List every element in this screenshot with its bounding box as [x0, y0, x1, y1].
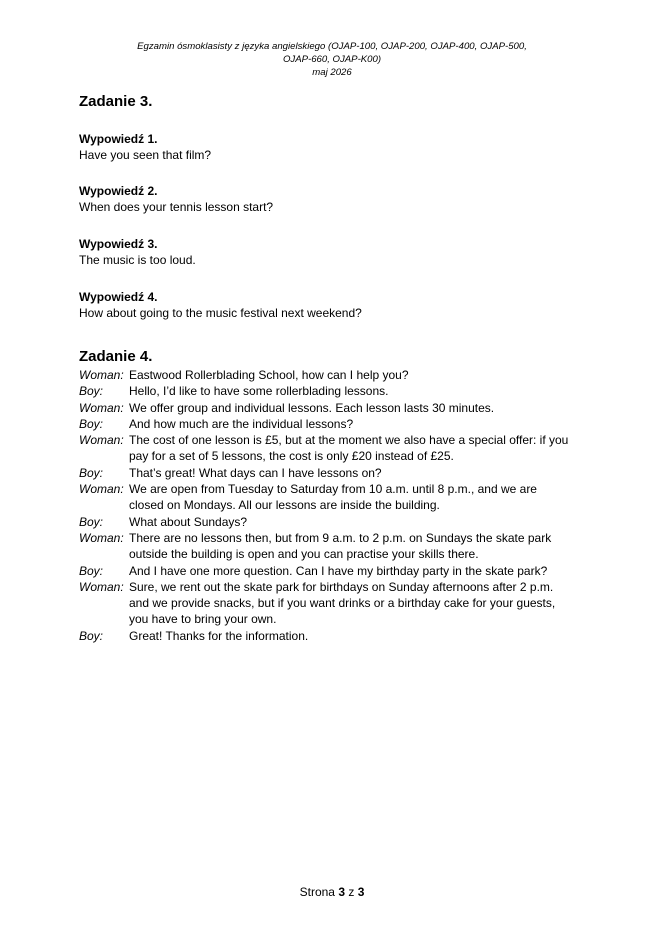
dialogue-line [79, 530, 589, 563]
dialogue-line [79, 563, 589, 579]
footer-page-total: 3 [357, 885, 365, 899]
utterance-label: Wypowiedź 3. [79, 237, 158, 251]
speaker-label: Woman: [79, 482, 124, 497]
utterance-label: Wypowiedź 4. [79, 290, 158, 304]
dialogue-line [79, 400, 589, 416]
utterance-text: The music is too loud. [79, 253, 196, 267]
speech-text: Great! Thanks for the information. [129, 628, 309, 643]
utterance-4 [79, 289, 362, 321]
speaker-label: Woman: [79, 530, 124, 545]
speaker-label: Woman: [79, 579, 124, 594]
dialogue-line [79, 628, 589, 644]
header-line-2: OJAP-660, OJAP-K00) [282, 54, 382, 65]
dialogue-line [79, 383, 589, 399]
dialogue-line [79, 416, 589, 432]
header-line-1: Egzamin ósmoklasisty z języka angielskiego (OJAP-100, OJAP-200, OJAP-400, OJAP-500, [137, 41, 527, 52]
speech-text: We are open from Tuesday to Saturday from 10 a.m. until 8 p.m., and we are closed on Mondays. All our lessons are inside the building. [129, 482, 537, 513]
speech-text: There are no lessons then, but from 9 a.m. to 2 p.m. on Sundays the skate park outside the building is open and you can practise your skills there. [129, 530, 552, 562]
speech-text: Eastwood Rollerblading School, how can I help you? [129, 368, 409, 382]
speech-text: Sure, we rent out the skate park for birthdays on Sunday afternoons after 2 p.m. and we provide snacks, but if you want drinks or a birthday cake for your guests, you have to bring your own. [129, 579, 556, 627]
speech-text: That’s great! What days can I have lessons on? [129, 465, 382, 480]
speech-text: What about Sundays? [129, 514, 248, 529]
utterance-label: Wypowiedź 1. [79, 132, 158, 146]
dialogue-line [79, 465, 589, 481]
footer-page-number: 3 [338, 885, 345, 899]
dialogue-line [79, 367, 589, 383]
speaker-label: Woman: [79, 368, 124, 382]
footer-separator: z [348, 885, 355, 899]
speaker-label: Woman: [79, 433, 124, 448]
header-line-3: maj 2026 [312, 67, 352, 78]
dialogue-line [79, 579, 589, 628]
speech-text: And I have one more question. Can I have my birthday party in the skate park? [129, 563, 548, 578]
footer-prefix: Strona [299, 885, 335, 899]
dialogue-line [79, 432, 589, 465]
task-3-title: Zadanie 3. [79, 93, 153, 110]
speaker-label: Boy: [79, 563, 104, 578]
dialogue [79, 367, 589, 644]
utterance-text: Have you seen that film? [79, 148, 212, 162]
utterance-text: How about going to the music festival next weekend? [79, 306, 362, 320]
speaker-label: Boy: [79, 628, 104, 643]
dialogue-line [79, 481, 589, 514]
speech-text: We offer group and individual lessons. Each lesson lasts 30 minutes. [129, 400, 495, 415]
utterance-1 [79, 131, 211, 163]
dialogue-line [79, 514, 589, 530]
speech-text: And how much are the individual lessons? [129, 416, 354, 431]
page-footer [0, 885, 664, 899]
utterance-text: When does your tennis lesson start? [79, 200, 274, 214]
utterance-3 [79, 236, 196, 268]
speaker-label: Woman: [79, 400, 124, 415]
speaker-label: Boy: [79, 465, 104, 480]
task-4-title: Zadanie 4. [79, 348, 153, 365]
speech-text: Hello, I’d like to have some rollerblading lessons. [129, 384, 389, 399]
page-header [80, 40, 584, 79]
speaker-label: Boy: [79, 384, 104, 399]
speaker-label: Boy: [79, 416, 104, 431]
speaker-label: Boy: [79, 514, 104, 529]
utterance-label: Wypowiedź 2. [79, 184, 158, 198]
speech-text: The cost of one lesson is £5, but at the moment we also have a special offer: if you pay for a set of 5 lessons, the cost is only £20 instead of £25. [129, 433, 569, 464]
utterance-2 [79, 183, 273, 215]
